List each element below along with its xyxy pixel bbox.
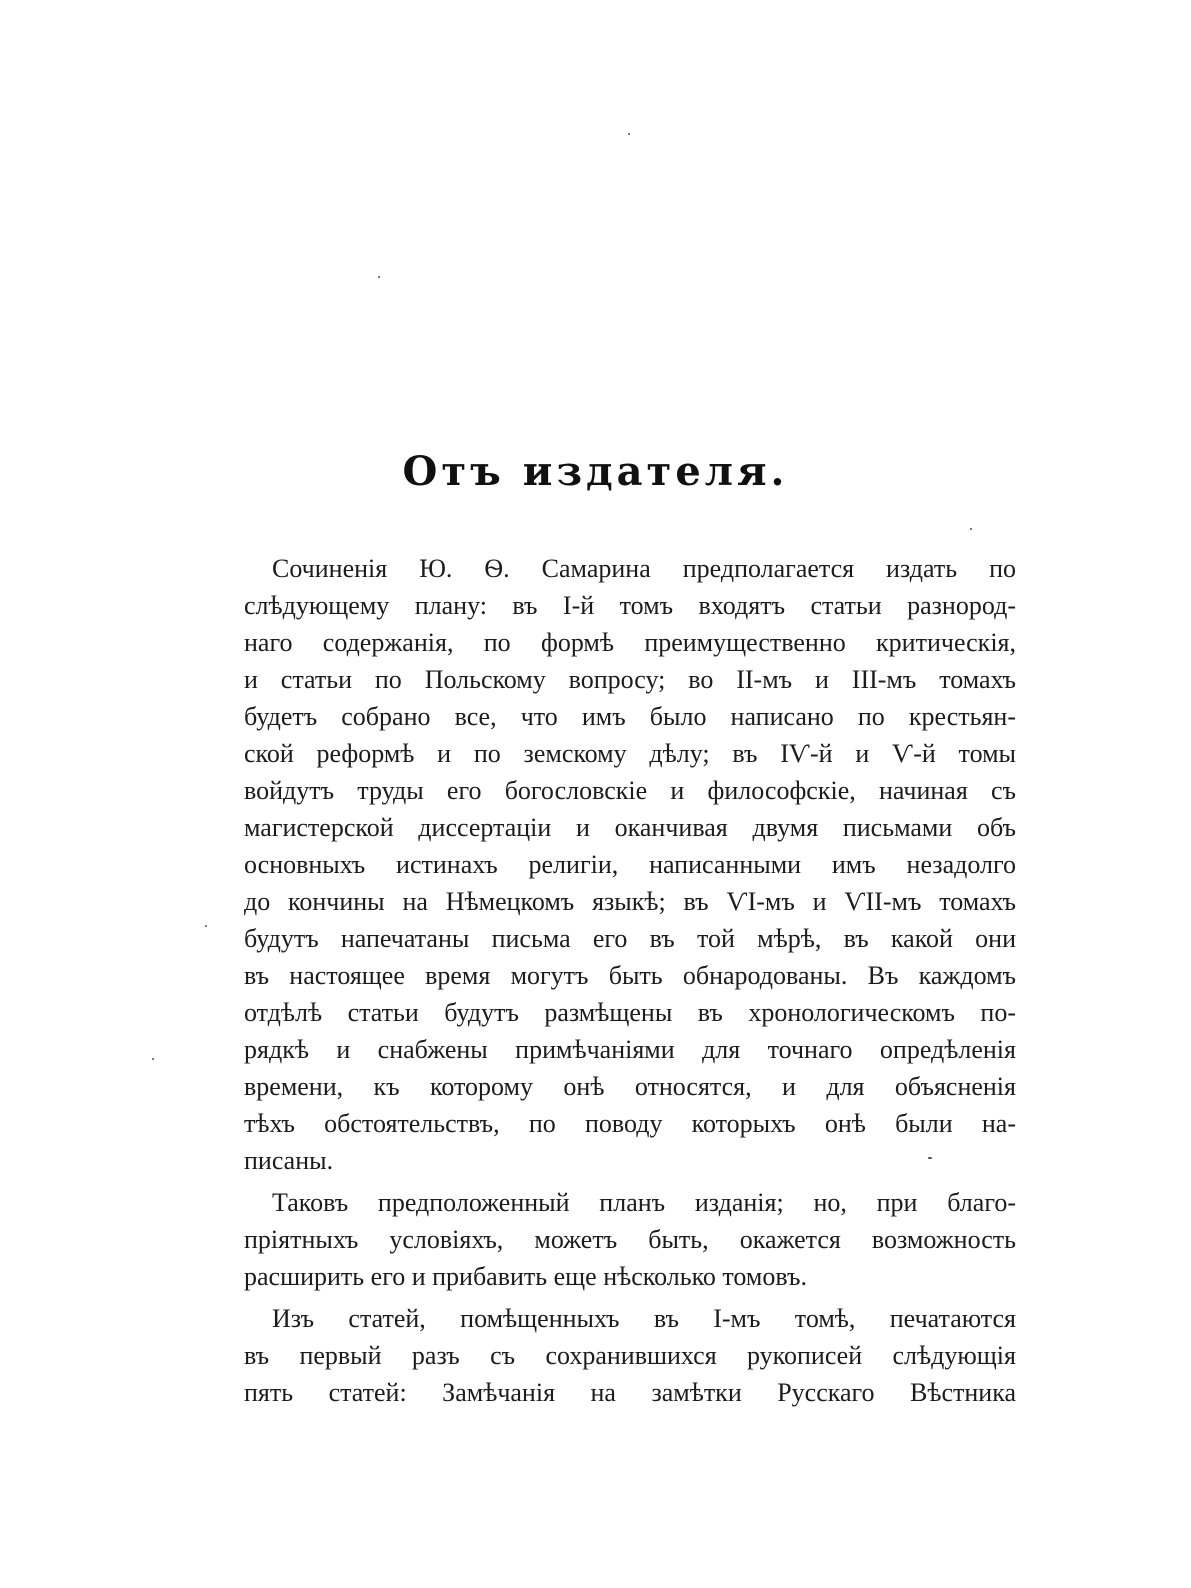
text-line: писаны. xyxy=(244,1146,334,1175)
text-line: Таковъ предположенный планъ изданія; но, при благо- xyxy=(272,1188,1016,1217)
scan-speck xyxy=(628,133,630,135)
text-line: пять статей: Замѣчанія на замѣтки Русскаго Вѣстника xyxy=(244,1378,1016,1407)
scan-speck xyxy=(928,1157,932,1159)
text-line: до кончины на Нѣмецкомъ языкѣ; въ ѴІ-мъ и ѴІІ-мъ томахъ xyxy=(244,887,1016,916)
text-line: тѣхъ обстоятельствъ, по поводу которыхъ онѣ были на- xyxy=(244,1109,1016,1138)
text-line: будутъ напечатаны письма его въ той мѣрѣ, въ какой они xyxy=(244,924,1016,953)
scan-speck xyxy=(970,528,972,530)
text-line: слѣдующему плану: въ І-й томъ входятъ статьи разнород- xyxy=(244,591,1016,620)
text-line: магистерской диссертаціи и оканчивая двумя письмами объ xyxy=(244,813,1016,842)
text-line: Изъ статей, помѣщенныхъ въ І-мъ томѣ, печатаются xyxy=(272,1304,1016,1333)
text-line: и статьи по Польскому вопросу; во ІІ-мъ и ІІІ-мъ томахъ xyxy=(244,665,1016,694)
text-line: Сочиненія Ю. Ѳ. Самарина предполагается издать по xyxy=(272,554,1016,583)
text-line: времени, къ которому онѣ относятся, и для объясненія xyxy=(244,1072,1016,1101)
text-line: основныхъ истинахъ религіи, написанными имъ незадолго xyxy=(244,850,1016,879)
text-line: отдѣлѣ статьи будутъ размѣщены въ хронологическомъ по- xyxy=(244,998,1016,1027)
paragraph-1 xyxy=(244,550,1016,1179)
text-line: будетъ собрано все, что имъ было написано по крестьян- xyxy=(244,702,1016,731)
text-line: въ настоящее время могутъ быть обнародованы. Въ каждомъ xyxy=(244,961,1016,990)
paragraph-2 xyxy=(244,1184,1016,1295)
text-line: ской реформѣ и по земскому дѣлу; въ ІѴ-й и Ѵ-й томы xyxy=(244,739,1016,768)
text-line: пріятныхъ условіяхъ, можетъ быть, окажется возможность xyxy=(244,1225,1016,1254)
body-text xyxy=(244,550,1016,1411)
text-line: рядкѣ и снабжены примѣчаніями для точнаго опредѣленія xyxy=(244,1035,1016,1064)
scan-speck xyxy=(205,925,207,927)
text-line: расширить его и прибавить еще нѣсколько томовъ. xyxy=(244,1262,807,1291)
text-line: въ первый разъ съ сохранившихся рукописей слѣдующія xyxy=(244,1341,1016,1370)
paragraph-3 xyxy=(244,1300,1016,1411)
scan-speck xyxy=(152,1058,154,1060)
text-line: наго содержанія, по формѣ преимущественно критическія, xyxy=(244,628,1016,657)
scan-speck xyxy=(378,276,380,278)
text-line: войдутъ труды его богословскіе и философскіе, начиная съ xyxy=(244,776,1016,805)
page-heading: Отъ издателя. xyxy=(402,448,789,495)
